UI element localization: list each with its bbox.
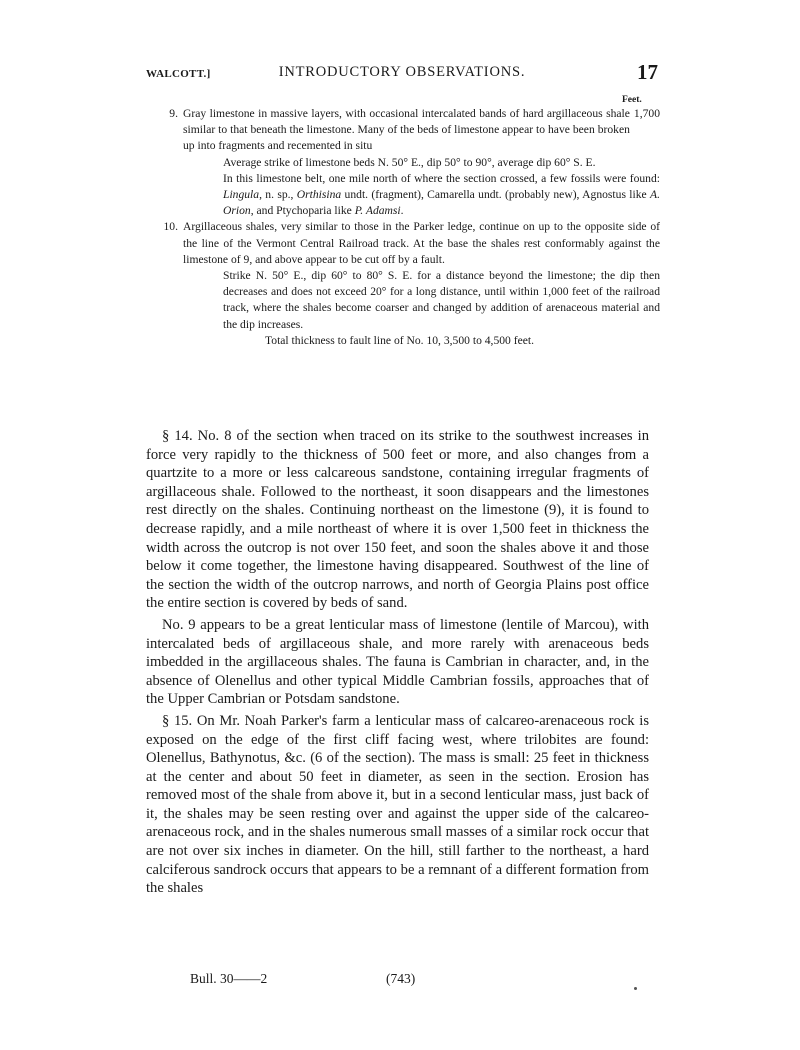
total-thickness: Total thickness to fault line of No. 10, 3,500 to 4,500 feet. — [265, 333, 535, 347]
entry-note: Strike N. 50° E., dip 60° to 80° S. E. for a distance beyond the limestone; the dip then decreases and does not exceed 20° for a long distance, until within 1,000 feet of the railroad track, where the shales become coarser and changed by addition of arenaceous material and the dip increases. — [223, 269, 660, 331]
page-footer — [146, 971, 649, 991]
entry-note: Average strike of limestone beds N. 50° E., dip 50° to 90°, average dip 60° S. E. — [223, 155, 596, 169]
bulletin-signature: Bull. 30——2 — [190, 971, 268, 986]
running-header — [146, 62, 658, 86]
entry-text: Gray limestone in massive layers, with occasional intercalated bands of hard argillaceous shale similar to that beneath the limestone. Many of the beds of limestone appear to have been broken up into fragments and recemented in situ — [183, 107, 630, 153]
entry-number: 9. — [169, 107, 178, 120]
paragraph: § 14. No. 8 of the section when traced on its strike to the southwest increases in force very rapidly to the thickness of 500 feet or more, and also changes from a quartzite to a more or less calcareous sandstone, containing irregular fragments of argillaceous shale. Followed to the northeast, it soon disappears and the limestones rest directly on the shales. Continuing northeast on the limestone (9), it is found to decrease rapidly, and a mile northeast of where it is over 1,500 feet in thickness the width across the outcrop is not over 150 feet, and soon the shales above it and those below it come together, the limestone having disappeared. Southwest of the line of the section the width of the outcrop narrows, and north of Georgia Plains post office the entire section is covered by beds of sand. — [146, 428, 649, 612]
page-number: 17 — [637, 60, 658, 84]
paragraph: § 15. On Mr. Noah Parker's farm a lenticular mass of calcareo-arenaceous rock is exposed on the edge of the first cliff facing west, where trilobites are found: Olenellus, Bathynotus, &c. (6 of the section). The mass is small: 25 feet in thickness at the center and about 50 feet in diameter, as seen in the section. Erosion has removed most of the shale from above it, but in a second lenticular mass, just back of it, the shales may be seen resting over and against the upper side of the calcareo-arenaceous rock, and in the shales numerous small masses of a similar rock occur that are not over six inches in diameter. On the hill, still farther to the northeast, a hard calciferous sandrock occurs that appears to be a remnant of a different formation from the shales — [146, 712, 649, 897]
section-entry-10 — [150, 219, 660, 349]
entry-thickness: 1,700 — [633, 107, 660, 120]
body-text — [146, 427, 649, 901]
paragraph: No. 9 appears to be a great lenticular mass of limestone (lentile of Marcou), with intercalated beds of argillaceous shale, and more rarely with arenaceous beds imbedded in the argillaceous shales. The fauna is Cambrian in character, and, in the absence of Olenellus and other typical Middle Cambrian fossils, approaches that of the Upper Cambrian or Potsdam sandstone. — [146, 616, 649, 708]
entry-note: In this limestone belt, one mile north of where the section crossed, a few fossils were found: Lingula, n. sp., Orthisina undt. (fragment), Camarella undt. (probably new), Agnostus like A. Orion, and Ptychoparia like P. Adamsi. — [223, 171, 660, 218]
ink-speck — [634, 987, 637, 990]
entry-number: 10. — [163, 220, 178, 234]
header-title: INTRODUCTORY OBSERVATIONS. — [278, 64, 526, 80]
entry-text: Argillaceous shales, very similar to those in the Parker ledge, continue on up to the opposite side of the line of the Vermont Central Railroad track. At the base the shales rest conformably against the limestone of 9, and above appear to be cut off by a fault. — [183, 220, 660, 266]
continuous-page-ref: (743) — [386, 971, 416, 986]
section-entry-9 — [150, 106, 660, 219]
feet-column-label: Feet. — [622, 95, 642, 105]
header-author: WALCOTT.] — [146, 68, 211, 80]
section-list — [150, 106, 660, 349]
